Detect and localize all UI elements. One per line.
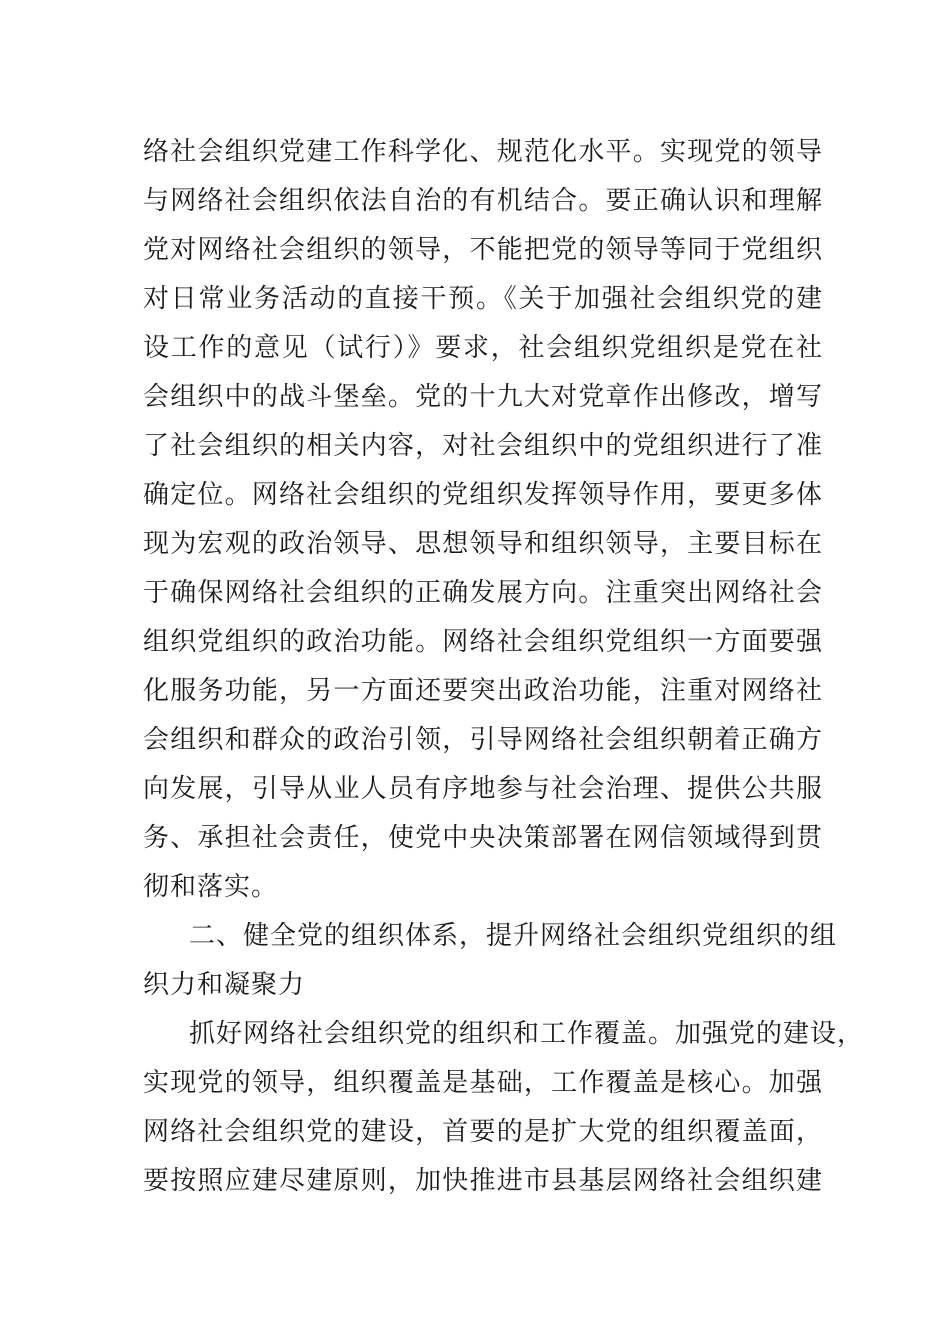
text-line: 于确保网络社会组织的正确发展方向。注重突出网络社会 bbox=[143, 578, 823, 608]
text-line: 实现党的领导，组织覆盖是基础，工作覆盖是核心。加强 bbox=[143, 1068, 823, 1098]
text-line: 向发展，引导从业人员有序地参与社会治理、提供公共服 bbox=[143, 774, 823, 804]
text-line: 网络社会组织党的建设，首要的是扩大党的组织覆盖面， bbox=[143, 1117, 823, 1147]
text-line: 彻和落实。 bbox=[143, 872, 279, 902]
text-line: 确定位。网络社会组织的党组织发挥领导作用，要更多体 bbox=[143, 480, 823, 510]
text-line: 会组织中的战斗堡垒。党的十九大对党章作出修改，增写 bbox=[143, 382, 823, 412]
text-line: 络社会组织党建工作科学化、规范化水平。实现党的领导 bbox=[143, 137, 823, 167]
text-line: 党对网络社会组织的领导，不能把党的领导等同于党组织 bbox=[143, 235, 823, 265]
text-line: 与网络社会组织依法自治的有机结合。要正确认识和理解 bbox=[143, 186, 823, 216]
body-text bbox=[143, 128, 865, 1206]
text-line: 设工作的意见（试行）》要求，社会组织党组织是党在社 bbox=[143, 333, 823, 363]
text-line: 抓好网络社会组织党的组织和工作覆盖。加强党的建设， bbox=[189, 1019, 865, 1049]
text-line: 了社会组织的相关内容，对社会组织中的党组织进行了准 bbox=[143, 431, 823, 461]
text-line: 现为宏观的政治领导、思想领导和组织领导，主要目标在 bbox=[143, 529, 823, 559]
section-heading-line: 二、健全党的组织体系，提升网络社会组织党组织的组 bbox=[189, 921, 838, 951]
text-line: 对日常业务活动的直接干预。《关于加强社会组织党的建 bbox=[143, 284, 823, 314]
text-line: 化服务功能，另一方面还要突出政治功能，注重对网络社 bbox=[143, 676, 823, 706]
section-heading-line: 织力和凝聚力 bbox=[143, 970, 306, 1000]
text-line: 要按照应建尽建原则，加快推进市县基层网络社会组织建 bbox=[143, 1166, 823, 1196]
text-line: 会组织和群众的政治引领，引导网络社会组织朝着正确方 bbox=[143, 725, 823, 755]
text-line: 务、承担社会责任，使党中央决策部署在网信领域得到贯 bbox=[143, 823, 823, 853]
text-line: 组织党组织的政治功能。网络社会组织党组织一方面要强 bbox=[143, 627, 823, 657]
